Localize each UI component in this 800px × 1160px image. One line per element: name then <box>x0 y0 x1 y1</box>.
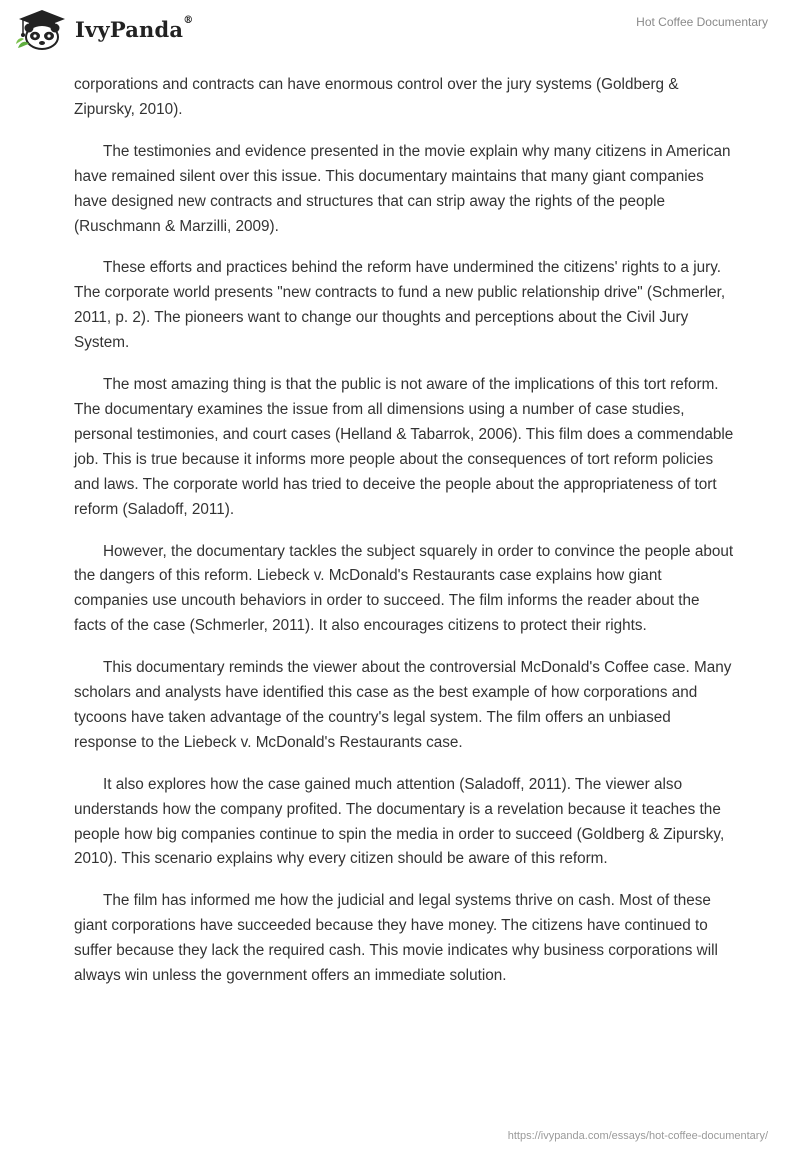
essay-paragraph: The most amazing thing is that the public is not aware of the implications of this tort reform. The documentary examines the issue from all dimensions using a number of case studies, personal testimonies, and court cases (Helland & Tabarrok, 2006). This film does a commendable job. This is true because it informs more people about the consequences of tort reform policies and laws. The corporate world has tried to deceive the people about the appropriateness of tort reform (Saladoff, 2011). <box>74 376 734 518</box>
panda-graduation-cap-icon <box>15 8 69 50</box>
source-url[interactable]: https://ivypanda.com/essays/hot-coffee-documentary/ <box>507 1130 768 1142</box>
essay-paragraph: However, the documentary tackles the subject squarely in order to convince the people about the dangers of this reform. Liebeck v. McDonald's Restaurants case explains how giant companies use uncouth behaviors in order to succeed. The film informs the reader about the facts of the case (Schmerler, 2011). It also encourages citizens to protect their rights. <box>74 542 734 635</box>
ivypanda-logo[interactable] <box>15 8 193 50</box>
essay-paragraph: corporations and contracts can have enormous control over the jury systems (Goldberg & Zipursky, 2010). <box>74 76 679 118</box>
essay-body <box>74 73 734 1006</box>
document-title: Hot Coffee Documentary <box>636 15 768 29</box>
essay-paragraph: This documentary reminds the viewer about the controversial McDonald's Coffee case. Many scholars and analysts have identified this case as the best example of how corporations and tycoons have taken advantage of the country's legal system. The film offers an unbiased response to the Liebeck v. McDonald's Restaurants case. <box>74 659 732 751</box>
brand-name: IvyPanda® <box>75 14 194 42</box>
essay-paragraph: It also explores how the case gained much attention (Saladoff, 2011). The viewer also understands how the company profited. The documentary is a revelation because it teaches the people how big companies continue to spin the media in order to succeed (Goldberg & Zipursky, 2010). This scenario explains why every citizen should be aware of this reform. <box>74 775 725 868</box>
essay-paragraph: These efforts and practices behind the reform have undermined the citizens' rights to a jury. The corporate world presents "new contracts to fund a new public relationship drive" (Schmerler, 2011, p. 2). The pioneers want to change our thoughts and perceptions about the Civil Jury System. <box>74 259 726 352</box>
essay-paragraph: The testimonies and evidence presented in the movie explain why many citizens in American have remained silent over this issue. This documentary maintains that many giant companies have designed new contracts and structures that can strip away the rights of the people (Ruschmann & Marzilli, 2009). <box>74 142 731 235</box>
essay-paragraph: The film has informed me how the judicial and legal systems thrive on cash. Most of these giant corporations have succeeded because they have money. The citizens have continued to suffer because they lack the required cash. This movie indicates why business corporations will always win unless the government offers an immediate solution. <box>74 892 718 985</box>
page-header <box>0 0 800 64</box>
